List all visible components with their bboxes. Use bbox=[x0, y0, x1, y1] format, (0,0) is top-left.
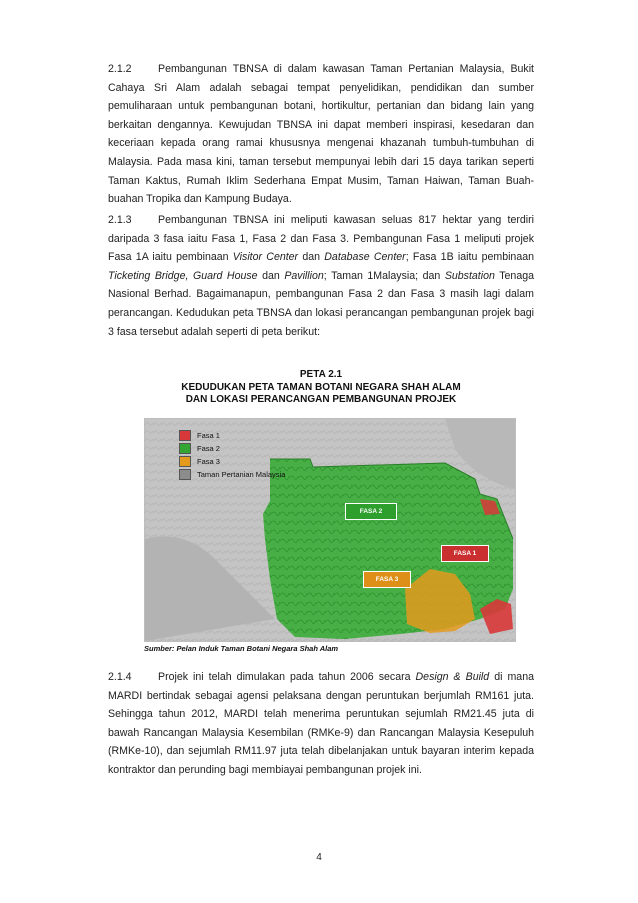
section-2-1-4 bbox=[108, 668, 534, 780]
map-title-line-3: DAN LOKASI PERANCANGAN PEMBANGUNAN PROJEK bbox=[185, 394, 457, 405]
legend-item-fasa-1 bbox=[179, 429, 285, 442]
legend-item-fasa-2 bbox=[179, 442, 285, 455]
legend-swatch bbox=[179, 443, 191, 454]
legend-label: Fasa 3 bbox=[197, 456, 220, 466]
section-body bbox=[108, 671, 534, 776]
map-title bbox=[108, 369, 534, 407]
legend-label: Fasa 2 bbox=[197, 443, 220, 453]
text-run: ; Taman 1Malaysia; dan bbox=[323, 269, 445, 282]
italic-term: Visitor Center bbox=[232, 251, 299, 264]
section-body bbox=[108, 214, 534, 338]
legend-label: Taman Pertanian Malaysia bbox=[197, 469, 286, 479]
legend-item-taman-pertanian bbox=[179, 468, 285, 481]
section-number: 2.1.4 bbox=[108, 671, 132, 683]
section-number: 2.1.3 bbox=[108, 214, 132, 226]
section-2-1-2 bbox=[108, 60, 534, 209]
text-run: Pembangunan TBNSA ini meliputi kawasan seluas 817 hektar yang terdiri daripada 3 fasa iaitu Fasa 1, Fasa 2 dan Fasa 3. Pembangunan Fasa 1 meliputi projek Fasa 1A iaitu pembinaan bbox=[108, 214, 534, 264]
legend-swatch bbox=[179, 469, 191, 480]
text-run: Projek ini telah dimulakan pada tahun 2006 secara bbox=[158, 671, 416, 683]
map-label-fasa-2: FASA 2 bbox=[345, 503, 397, 520]
text-run: Tenaga Nasional Berhad. Bagaimanapun, pembangunan Fasa 2 dan Fasa 3 masih lagi dalam perancangan. Kedudukan peta TBNSA dan lokasi perancangan pembangunan projek bagi 3 fasa tersebut adalah seperti di peta berikut: bbox=[108, 269, 534, 338]
map-legend bbox=[179, 429, 285, 481]
map-label-fasa-1: FASA 1 bbox=[441, 545, 489, 562]
text-run: dan bbox=[298, 251, 325, 264]
text-run: Pembangunan TBNSA di dalam kawasan Taman Pertanian Malaysia, Bukit Cahaya Sri Alam adalah sebagai tempat penyelidikan, pendidikan dan sumber pemuliharaan untuk pembangunan botani, hortikultur, pertanian dan bidang lain yang berkaitan dengannya. Kewujudan TBNSA ini dapat memberi inspirasi, kesedaran dan keceriaan kepada orang ramai khususnya mengenai khazanah tumbuh-tumbuhan di Malaysia. Pada masa kini, taman tersebut mempunyai lebih dari 15 daya tarikan seperti Taman Kaktus, Rumah Iklim Sederhana Empat Musim, Taman Haiwan, Taman Buah-buahan Tropika dan Kampung Budaya. bbox=[108, 63, 534, 206]
text-run: di mana MARDI bertindak sebagai agensi pelaksana dengan peruntukan berjumlah RM161 juta. Sehingga tahun 2012, MARDI telah menerima peruntukan sejumlah RM21.45 juta di bawah Rancangan Malaysia Kesembilan (RMKe-9) dan Rancangan Malaysia Kesepuluh (RMKe-10), dan sejumlah RM11.97 juta telah dibelanjakan untuk bayaran interim kepada kontraktor dan perunding bagi membiayai pembangunan projek ini. bbox=[108, 671, 534, 776]
text-run: ; Fasa 1B iaitu pembinaan bbox=[405, 251, 535, 264]
section-2-1-3 bbox=[108, 211, 534, 341]
page-number: 4 bbox=[316, 852, 322, 863]
italic-term: Pavillion bbox=[284, 269, 324, 282]
map-source: Sumber: Pelan Induk Taman Botani Negara Shah Alam bbox=[144, 644, 339, 653]
italic-term: Ticketing Bridge, Guard House bbox=[108, 269, 258, 282]
legend-swatch bbox=[179, 430, 191, 441]
legend-label: Fasa 1 bbox=[197, 430, 220, 440]
section-body bbox=[108, 63, 534, 205]
map-label-fasa-3: FASA 3 bbox=[363, 571, 411, 588]
italic-term: Design & Build bbox=[415, 671, 490, 683]
legend-item-fasa-3 bbox=[179, 455, 285, 468]
map-title-line-1: PETA 2.1 bbox=[299, 369, 343, 380]
italic-term: Database Center bbox=[324, 251, 406, 264]
map-title-line-2: KEDUDUKAN PETA TAMAN BOTANI NEGARA SHAH ALAM bbox=[181, 381, 461, 393]
text-run: dan bbox=[257, 269, 285, 282]
italic-term: Substation bbox=[444, 269, 495, 282]
site-map bbox=[144, 418, 516, 642]
legend-swatch bbox=[179, 456, 191, 467]
section-number: 2.1.2 bbox=[108, 63, 132, 75]
